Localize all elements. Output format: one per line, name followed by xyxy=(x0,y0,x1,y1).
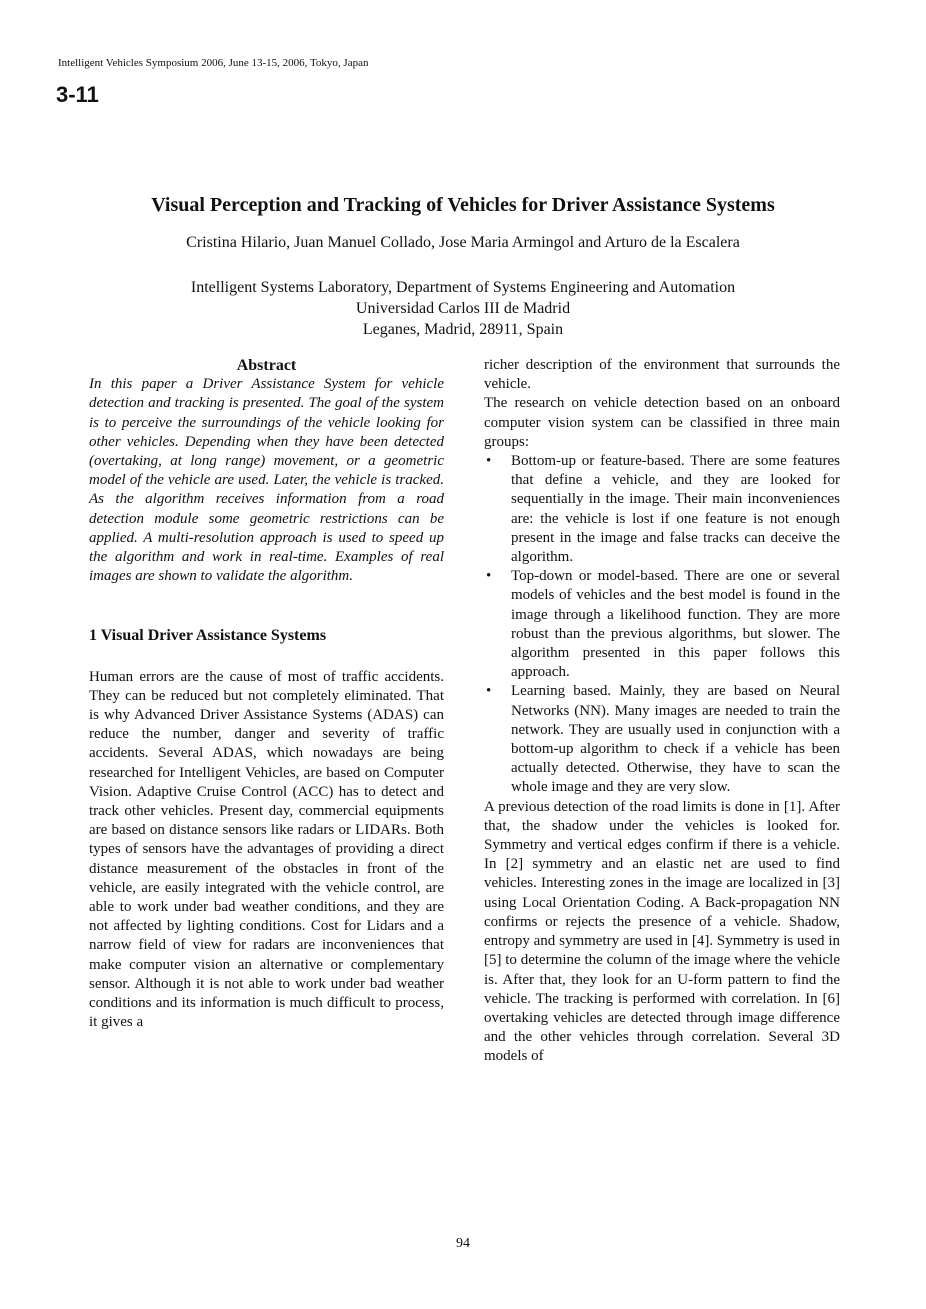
body-paragraph: richer description of the environment that surrounds the vehicle. xyxy=(484,357,840,393)
list-item-text: Bottom-up or feature-based. There are some features that define a vehicle, and they are looked for sequentially in the image. Their main inconveniences are: the vehicle is lost if one feature is not enough present in the image and false tracks can deceive the algorithm. xyxy=(511,453,840,566)
affiliation-line: Universidad Carlos III de Madrid xyxy=(355,300,571,317)
list-item-text: Top-down or model-based. There are one or several models of vehicles and the best model is found in the image through a likelihood function. They are more robust than the previous algorithms, but slower. The algorithm presented in this paper follows this approach. xyxy=(511,568,840,681)
body-paragraph: The research on vehicle detection based on an onboard computer vision system can be classified in three main groups: xyxy=(484,395,840,450)
bullet-icon: • xyxy=(486,453,492,470)
page-number: 94 xyxy=(456,1236,470,1251)
list-item xyxy=(484,452,840,567)
list-item xyxy=(484,682,840,797)
left-column xyxy=(89,356,444,1033)
paper-authors: Cristina Hilario, Juan Manuel Collado, Jose Maria Armingol and Arturo de la Escalera xyxy=(186,234,740,251)
body-paragraph: Human errors are the cause of most of traffic accidents. They can be reduced but not completely eliminated. That is why Advanced Driver Assistance Systems (ADAS) can reduce the number, danger and severity of traffic accidents. Several ADAS, which nowadays are being researched for Intelligent Vehicles, are based on Computer Vision. Adaptive Cruise Control (ACC) has to detect and track other vehicles. Present day, commercial equipments are based on distance sensors like radars or LIDARs. Both types of sensors have the advantages of providing a direct distance measurement of the obstacles in front of the vehicle, are easily integrated with the vehicle control, are able to work under bad weather conditions, and they are not affected by lighting conditions. Cost for Lidars and a narrow field of view for radars are inconveniences that make computer vision an alternative or complementary sensor. Although it is not able to work under bad weather conditions and its information is much difficult to process, it gives a xyxy=(89,668,444,1031)
abstract-text: In this paper a Driver Assistance System for vehicle detection and tracking is presented. The goal of the system is to perceive the surroundings of the vehicle looking for other vehicles. Depending when they have been detected (overtaking, at long range) movement, or a geometric model of the vehicle are used. Later, the vehicle is tracked. As the algorithm receives information from a road detection module some geometric restrictions can be applied. A multi-resolution approach is used to speed up the algorithm and work in real-time. Examples of real images are shown to validate the algorithm. xyxy=(89,376,444,585)
paper-title: Visual Perception and Tracking of Vehicles for Driver Assistance Systems xyxy=(151,194,775,216)
affiliation-block xyxy=(0,277,926,340)
conference-header: Intelligent Vehicles Symposium 2006, June 13-15, 2006, Tokyo, Japan xyxy=(58,57,369,69)
list-item xyxy=(484,567,840,682)
right-column xyxy=(484,356,840,1067)
list-item-text: Learning based. Mainly, they are based on Neural Networks (NN). Many images are needed to train the network. They are usually used in conjunction with a bottom-up algorithm to check if a vehicle has been actually detected. Otherwise, they have to scan the whole image and they are very slow. xyxy=(511,683,840,796)
affiliation-line: Intelligent Systems Laboratory, Department of Systems Engineering and Automation xyxy=(190,279,736,296)
body-paragraph: A previous detection of the road limits is done in [1]. After that, the shadow under the vehicles is looked for. Symmetry and vertical edges confirm if there is a vehicle. In [2] symmetry and an elastic net are used to find vehicles. Interesting zones in the image are localized in [3] using Local Orientation Coding. A Back-propagation NN confirms or rejects the presence of a vehicle. Shadow, entropy and symmetry are used in [4]. Symmetry is used in [5] to determine the column of the image where the vehicle is. After that, they look for an U-form pattern to find the vehicle. The tracking is performed with correlation. In [6] overtaking vehicles are detected through image difference and the other vehicles through correlation. Several 3D models of xyxy=(484,798,840,1065)
session-id: 3-11 xyxy=(56,82,99,107)
bullet-icon: • xyxy=(486,683,492,700)
abstract-heading: Abstract xyxy=(236,357,297,374)
bullet-icon: • xyxy=(486,568,492,585)
section-heading: 1 Visual Driver Assistance Systems xyxy=(89,627,327,645)
affiliation-line: Leganes, Madrid, 28911, Spain xyxy=(362,321,564,338)
bullet-list xyxy=(484,452,840,798)
